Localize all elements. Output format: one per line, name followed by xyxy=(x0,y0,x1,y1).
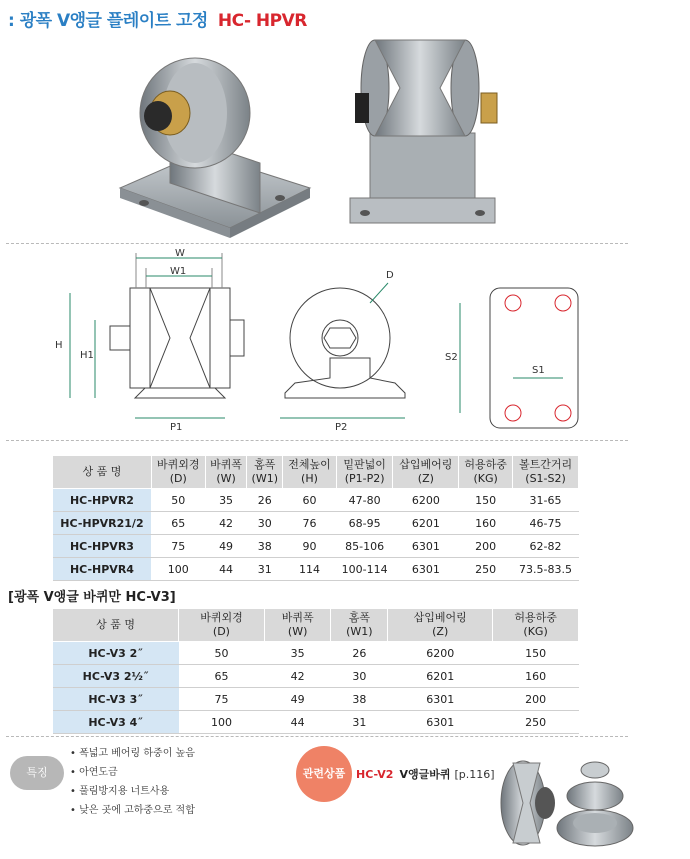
label-w: W xyxy=(175,248,185,259)
title-text: : 광폭 V앵글 플레이트 고정 xyxy=(8,11,208,31)
related-page: [p.116] xyxy=(454,768,495,781)
table1-header-1: 바퀴외경 (D) xyxy=(151,456,205,489)
spec-cell: 31-65 xyxy=(513,489,579,512)
table-row xyxy=(53,642,579,665)
page-title xyxy=(8,6,307,31)
spec-cell: 38 xyxy=(247,535,283,558)
spec-cell: 6301 xyxy=(393,558,459,581)
feature-item: • 낮은 곳에 고하중으로 적합 xyxy=(70,801,195,820)
spec-cell: 160 xyxy=(459,512,513,535)
product-photo-front xyxy=(110,38,320,238)
divider-middle xyxy=(6,440,628,441)
table1-header-7: 허용하중 (KG) xyxy=(459,456,513,489)
spec-cell: 42 xyxy=(264,665,331,688)
related-badge: 관련상품 xyxy=(296,746,352,802)
spec-cell: 90 xyxy=(283,535,337,558)
spec-cell: 65 xyxy=(151,512,205,535)
feature-item: • 폭넓고 베어링 하중이 높음 xyxy=(70,744,195,763)
spec-cell: 6200 xyxy=(388,642,493,665)
divider-bottom xyxy=(6,736,628,737)
table1-header-3: 홈폭 (W1) xyxy=(247,456,283,489)
label-p1: P1 xyxy=(170,422,183,433)
spec-cell: 6301 xyxy=(388,688,493,711)
related-name: V앵글바퀴 xyxy=(399,768,451,781)
spec-table-v3 xyxy=(52,608,579,734)
spec-cell: 50 xyxy=(179,642,265,665)
label-p2: P2 xyxy=(335,422,348,433)
table1-header-8: 볼트간거리 (S1-S2) xyxy=(513,456,579,489)
product-photo-side xyxy=(345,38,520,238)
spec-cell: 6200 xyxy=(393,489,459,512)
spec-cell: 31 xyxy=(331,711,388,734)
table-row xyxy=(53,711,579,734)
spec-cell: 85-106 xyxy=(336,535,393,558)
spec-cell: 114 xyxy=(283,558,337,581)
spec-cell: 26 xyxy=(247,489,283,512)
spec-cell: 6201 xyxy=(388,665,493,688)
label-d: D xyxy=(386,270,394,281)
spec-cell: 100 xyxy=(151,558,205,581)
spec-cell: 75 xyxy=(151,535,205,558)
spec-table-hpvr xyxy=(52,455,579,581)
table2-header-4: 삽입베어링 (Z) xyxy=(388,609,493,642)
label-w1: W1 xyxy=(170,266,187,277)
dimension-drawings xyxy=(50,248,610,438)
spec-cell: 38 xyxy=(331,688,388,711)
spec-cell: 62-82 xyxy=(513,535,579,558)
spec-cell: 150 xyxy=(493,642,579,665)
spec-cell: 150 xyxy=(459,489,513,512)
spec-cell: 47-80 xyxy=(336,489,393,512)
feature-item: • 풀림방지용 너트사용 xyxy=(70,782,195,801)
table-row xyxy=(53,535,579,558)
table2-header-1: 바퀴외경 (D) xyxy=(179,609,265,642)
spec-cell: 6301 xyxy=(393,535,459,558)
spec-cell: 200 xyxy=(459,535,513,558)
spec-cell: 200 xyxy=(493,688,579,711)
spec-cell: 60 xyxy=(283,489,337,512)
spec-cell: 49 xyxy=(264,688,331,711)
spec-cell: 49 xyxy=(205,535,247,558)
spec-cell: 76 xyxy=(283,512,337,535)
table-row xyxy=(53,489,579,512)
related-product[interactable] xyxy=(356,766,495,782)
table1-header-2: 바퀴폭 (W) xyxy=(205,456,247,489)
table2-header-5: 허용하중 (KG) xyxy=(493,609,579,642)
model-cell: HC-V3 4˝ xyxy=(53,711,179,734)
table1-header-5: 밑판넓이 (P1-P2) xyxy=(336,456,393,489)
table-row xyxy=(53,665,579,688)
table1-header-6: 삽입베어링 (Z) xyxy=(393,456,459,489)
title-code: HC- HPVR xyxy=(217,11,307,31)
table1-header-0: 상 품 명 xyxy=(53,456,152,489)
model-cell: HC-V3 2˝ xyxy=(53,642,179,665)
model-cell: HC-HPVR2 xyxy=(53,489,152,512)
spec-cell: 31 xyxy=(247,558,283,581)
spec-cell: 100 xyxy=(179,711,265,734)
spec-cell: 100-114 xyxy=(336,558,393,581)
spec-cell: 68-95 xyxy=(336,512,393,535)
spec-cell: 73.5-83.5 xyxy=(513,558,579,581)
table-row xyxy=(53,688,579,711)
spec-cell: 42 xyxy=(205,512,247,535)
spec-cell: 160 xyxy=(493,665,579,688)
spec-cell: 30 xyxy=(331,665,388,688)
table1-header-4: 전체높이 (H) xyxy=(283,456,337,489)
spec-cell: 44 xyxy=(264,711,331,734)
spec-cell: 65 xyxy=(179,665,265,688)
model-cell: HC-HPVR3 xyxy=(53,535,152,558)
divider-top xyxy=(6,243,628,244)
features-badge: 특징 xyxy=(10,756,64,790)
table-row xyxy=(53,558,579,581)
table2-header-3: 홈폭 (W1) xyxy=(331,609,388,642)
spec-cell: 6201 xyxy=(393,512,459,535)
spec-cell: 46-75 xyxy=(513,512,579,535)
table2-header-0: 상 품 명 xyxy=(53,609,179,642)
feature-item: • 아연도금 xyxy=(70,763,195,782)
spec-cell: 44 xyxy=(205,558,247,581)
table-row xyxy=(53,512,579,535)
section2-title: [광폭 V앵글 바퀴만 HC-V3] xyxy=(8,590,176,605)
label-h1: H1 xyxy=(80,350,94,361)
model-cell: HC-V3 2½˝ xyxy=(53,665,179,688)
spec-cell: 35 xyxy=(205,489,247,512)
spec-cell: 30 xyxy=(247,512,283,535)
label-h: H xyxy=(55,340,63,351)
model-cell: HC-HPVR4 xyxy=(53,558,152,581)
spec-cell: 35 xyxy=(264,642,331,665)
spec-cell: 50 xyxy=(151,489,205,512)
spec-cell: 250 xyxy=(493,711,579,734)
spec-cell: 250 xyxy=(459,558,513,581)
label-s1: S1 xyxy=(532,365,545,376)
label-s2: S2 xyxy=(445,352,458,363)
spec-cell: 26 xyxy=(331,642,388,665)
model-cell: HC-HPVR21/2 xyxy=(53,512,152,535)
related-product-photo xyxy=(495,748,635,853)
related-code: HC-V2 xyxy=(356,768,394,781)
spec-cell: 6301 xyxy=(388,711,493,734)
spec-cell: 75 xyxy=(179,688,265,711)
model-cell: HC-V3 3˝ xyxy=(53,688,179,711)
table2-header-2: 바퀴폭 (W) xyxy=(264,609,331,642)
features-list xyxy=(70,744,195,820)
